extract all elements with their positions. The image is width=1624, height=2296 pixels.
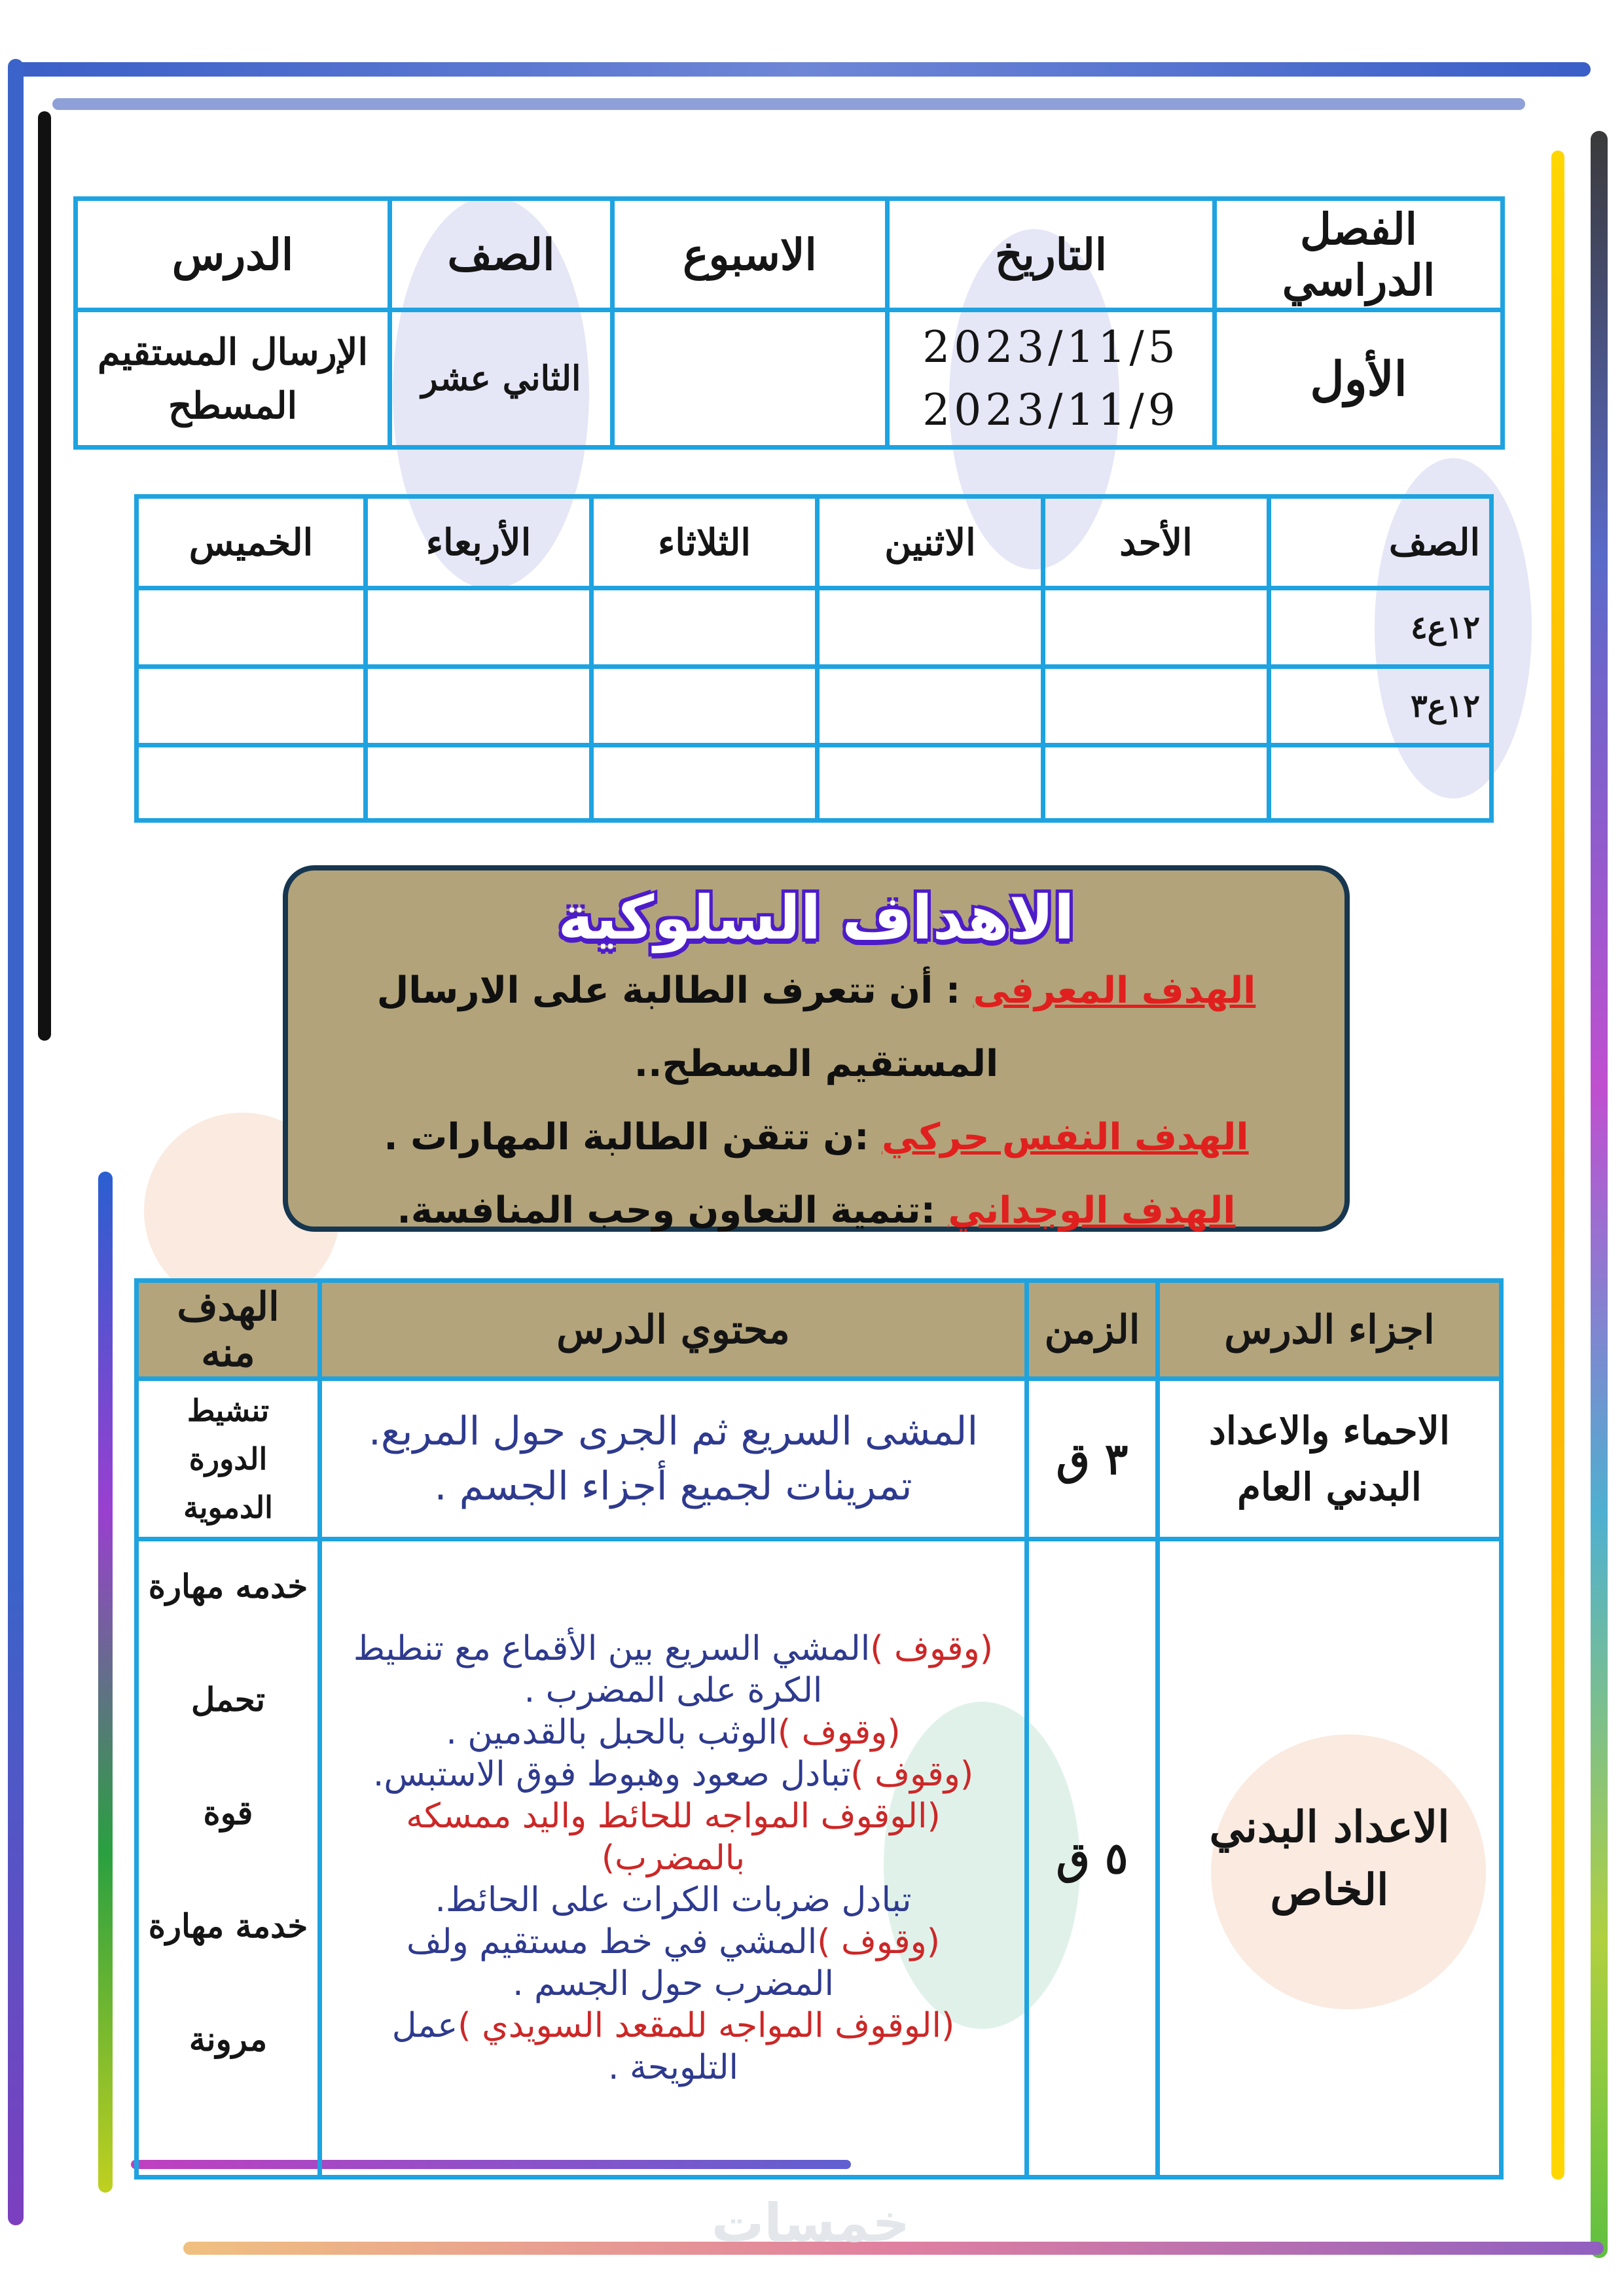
schedule-table: [134, 494, 1494, 823]
lesson-info-table: [73, 196, 1505, 450]
lesson-plan-table: [134, 1278, 1504, 2179]
header-week: الاسبوع: [613, 199, 888, 310]
frame-stroke-left-inner: [38, 111, 51, 1041]
schedule-cell: [137, 667, 366, 745]
schedule-header-thursday: الخميس: [137, 497, 366, 588]
row2-item-keyword: (الوقوف المواجه للمقعد السويدي ): [458, 2006, 955, 2045]
grade-value: الثاني عشر: [390, 310, 613, 448]
frame-stroke-left: [8, 59, 24, 2225]
goal-affective-label: الهدف الوجداني: [948, 1189, 1236, 1232]
row1-objective: تنشيط الدورة الدموية: [137, 1379, 320, 1539]
row2-objective: مرونة: [189, 2020, 268, 2058]
row2-item-text: الوثب بالحبل بالقدمين .: [446, 1713, 778, 1752]
row2-content-item: [348, 1712, 998, 1753]
schedule-header-monday: الاثنين: [818, 497, 1043, 588]
schedule-header-wednesday: الأربعاء: [366, 497, 592, 588]
row2-objectives: [137, 1539, 320, 2178]
row2-content-item: [348, 1628, 998, 1712]
schedule-cell: [818, 588, 1043, 667]
schedule-cell: [592, 745, 818, 821]
row2-time: ٥ ق: [1027, 1539, 1158, 2178]
row1-time: ٣ ق: [1027, 1379, 1158, 1539]
frame-stroke-right-inner: [1551, 151, 1564, 2179]
goal-affective-text: :تنمية التعاون وحب المنافسة.: [397, 1189, 948, 1232]
row2-content-item: [348, 1879, 998, 1921]
row2-content: [320, 1539, 1027, 2178]
row2-item-text: تبادل ضربات الكرات على الحائط.: [435, 1880, 912, 1920]
lesson-header-content: محتوي الدرس: [320, 1281, 1027, 1379]
goal-cognitive: [288, 954, 1344, 1101]
frame-stroke-right: [1591, 131, 1608, 2258]
row2-objective: تحمل: [191, 1680, 265, 1719]
row2-item-keyword: (وقوف ): [870, 1629, 994, 1668]
row2-item-text: عمل التلويحة .: [391, 2006, 739, 2087]
schedule-class-1: ١٢ع٤: [1269, 588, 1492, 667]
schedule-header-class: الصف: [1269, 497, 1492, 588]
semester-value: الأول: [1215, 310, 1503, 448]
date-start: 2023/11/5: [922, 321, 1180, 372]
row2-content-item: [348, 1921, 998, 2005]
row1-content-line: المشى السريع ثم الجرى حول المربع.: [368, 1408, 979, 1454]
row2-item-keyword: (الوقوف المواجه للحائط واليد ممسكه بالمضرب): [406, 1797, 941, 1878]
row2-content-item: [348, 1795, 998, 1879]
frame-stroke-top-inner: [52, 98, 1525, 110]
frame-stroke-top: [13, 62, 1591, 77]
schedule-class-2: ١٢ع٣: [1269, 667, 1492, 745]
schedule-header-sunday: الأحد: [1043, 497, 1269, 588]
lesson-header-time: الزمن: [1027, 1281, 1158, 1379]
schedule-cell: [366, 667, 592, 745]
row1-content-line: تمرينات لجميع أجزاء الجسم .: [434, 1463, 912, 1509]
row2-item-text: المشي السريع بين الأقماع مع تنطيط الكرة على المضرب .: [353, 1629, 871, 1710]
schedule-cell: [818, 745, 1043, 821]
schedule-cell: [137, 588, 366, 667]
row2-item-keyword: (وقوف ): [777, 1713, 901, 1752]
schedule-cell: [592, 667, 818, 745]
date-cell: [888, 310, 1215, 448]
row2-part: الاعداد البدني الخاص: [1158, 1539, 1502, 2178]
header-date: التاريخ: [888, 199, 1215, 310]
row2-content-item: [348, 1753, 998, 1795]
goal-psychomotor: [288, 1101, 1344, 1174]
week-value: [613, 310, 888, 448]
row2-content-item: [348, 2005, 998, 2089]
row2-objective: خدمة مهارة: [148, 1907, 308, 1945]
goal-cognitive-text: : أن تتعرف الطالبة على الارسال المستقيم المسطح..: [376, 969, 999, 1085]
header-grade: الصف: [390, 199, 613, 310]
lesson-header-parts: اجزاء الدرس: [1158, 1281, 1502, 1379]
row2-item-text: تبادل صعود وهبوط فوق الاستبس.: [372, 1755, 851, 1794]
lesson-header-objective: الهدف منه: [137, 1281, 320, 1379]
row1-content: [320, 1379, 1027, 1539]
goals-title: الاهداف السلوكية: [558, 883, 1075, 953]
header-lesson: الدرس: [76, 199, 390, 310]
row2-item-keyword: (وقوف ): [850, 1755, 974, 1794]
schedule-class-3: [1269, 745, 1492, 821]
row2-objective: قوة: [203, 1793, 253, 1832]
row2-objective: خدمه مهارة: [148, 1567, 308, 1605]
schedule-cell: [592, 588, 818, 667]
goal-affective: [288, 1174, 1344, 1247]
row1-part: الاحماء والاعداد البدني العام: [1158, 1379, 1502, 1539]
schedule-cell: [1043, 667, 1269, 745]
behavioral-goals-box: [283, 865, 1350, 1232]
goal-psychomotor-text: :ن تتقن الطالبة المهارات .: [384, 1116, 882, 1158]
goal-cognitive-label: الهدف المعرفى: [973, 969, 1256, 1012]
watermark: خمسات: [711, 2193, 910, 2253]
schedule-cell: [818, 667, 1043, 745]
row2-item-text: المشي في خط مستقيم ولف المضرب حول الجسم .: [406, 1922, 834, 2003]
lesson-value: الإرسال المستقيم المسطح: [76, 310, 390, 448]
schedule-cell: [1043, 745, 1269, 821]
schedule-cell: [137, 745, 366, 821]
schedule-cell: [366, 588, 592, 667]
header-semester: الفصل الدراسي: [1215, 199, 1503, 310]
date-end: 2023/11/9: [922, 384, 1180, 435]
schedule-header-tuesday: الثلاثاء: [592, 497, 818, 588]
row2-item-keyword: (وقوف ): [817, 1922, 941, 1962]
schedule-cell: [1043, 588, 1269, 667]
schedule-cell: [366, 745, 592, 821]
frame-stroke-left-lower: [98, 1172, 113, 2193]
goal-psychomotor-label: الهدف النفس حركي: [882, 1116, 1249, 1158]
